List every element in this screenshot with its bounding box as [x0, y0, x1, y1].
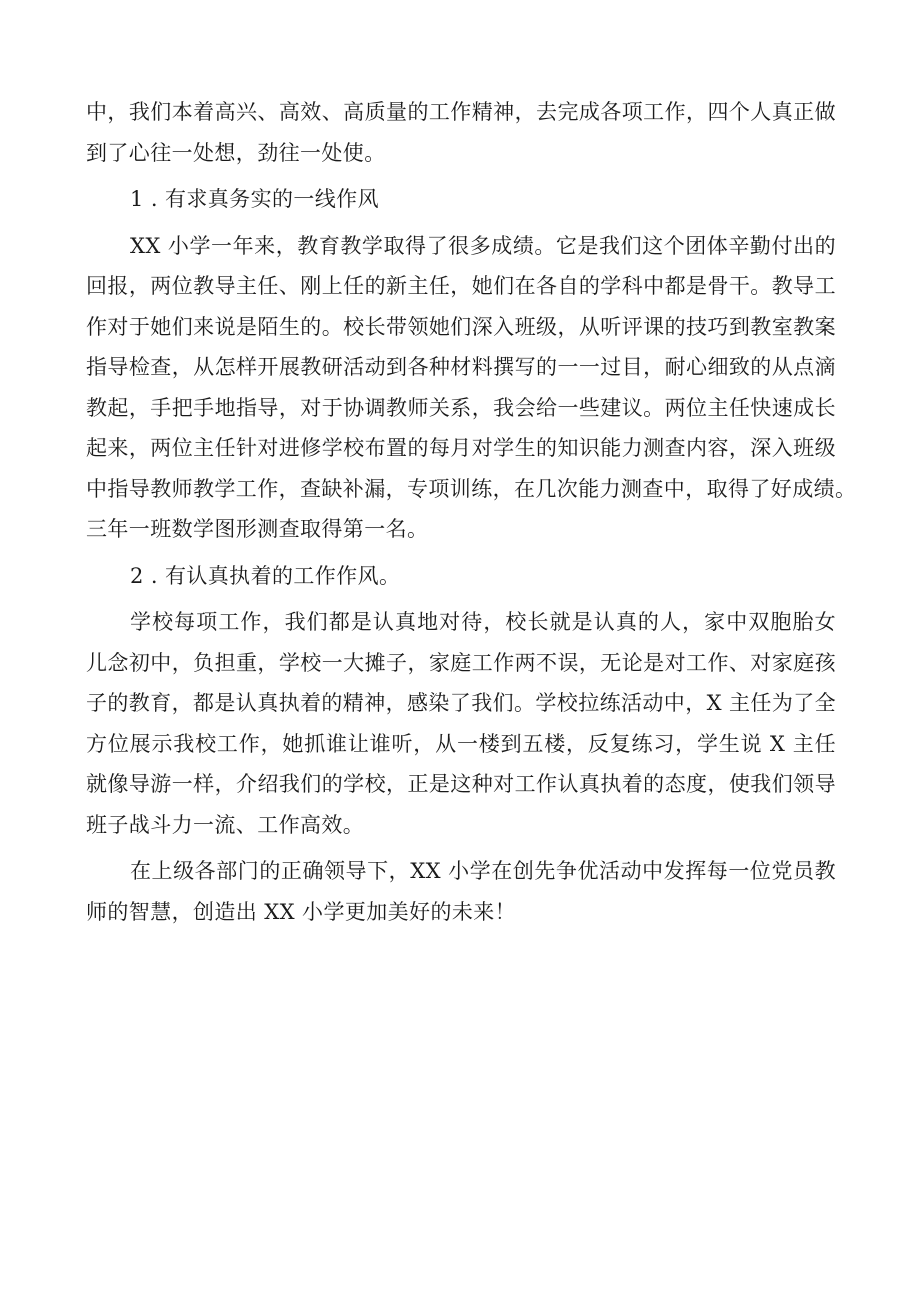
- text-line: 师的智慧，创造出 XX 小学更加美好的未来！: [86, 899, 517, 924]
- text-line: 方位展示我校工作，她抓谁让谁听，从一楼到五楼，反复练习，学生说 X 主任: [86, 731, 836, 756]
- document-body: [86, 92, 857, 932]
- text-line: 就像导游一样，介绍我们的学校，正是这种对工作认真执着的态度，使我们领导: [86, 772, 836, 796]
- text-line: 在上级各部门的正确领导下，XX 小学在创先争优活动中发挥每一位党员教: [130, 859, 836, 883]
- text-line: 三年一班数学图形测查取得第一名。: [86, 517, 429, 541]
- section-heading-2: [86, 556, 836, 597]
- text-line: 子的教育，都是认真执着的精神，感染了我们。学校拉练活动中，X 主任为了全: [86, 691, 837, 715]
- text-line: 中指导教师教学工作，查缺补漏，专项训练，在几次能力测查中，取得了好成绩。: [86, 476, 857, 501]
- text-line: 班子战斗力一流、工作高效。: [86, 812, 365, 837]
- text-line: 中，我们本着高兴、高效、高质量的工作精神，去完成各项工作，四个人真正做: [86, 100, 836, 124]
- paragraph-3: [86, 602, 836, 845]
- section-heading-1: [86, 179, 836, 220]
- paragraph-4: [86, 851, 836, 932]
- text-line: 学校每项工作，我们都是认真地对待，校长就是认真的人，家中双胞胎女: [130, 610, 836, 634]
- text-line: 起来，两位主任针对进修学校布置的每月对学生的知识能力测查内容，深入班级: [86, 436, 836, 460]
- paragraph-2: [86, 226, 857, 550]
- heading-text: 1 . 有求真务实的一线作风: [130, 187, 379, 211]
- text-line: 回报，两位教导主任、刚上任的新主任，她们在各自的学科中都是骨干。教导工: [86, 274, 836, 298]
- text-line: XX 小学一年来，教育教学取得了很多成绩。它是我们这个团体辛勤付出的: [130, 233, 836, 258]
- text-line: 到了心往一处想，劲往一处使。: [86, 140, 386, 165]
- text-line: 作对于她们来说是陌生的。校长带领她们深入班级，从听评课的技巧到教室教案: [86, 314, 836, 339]
- text-line: 指导检查，从怎样开展教研活动到各种材料撰写的一一过目，耐心细致的从点滴: [86, 355, 836, 379]
- paragraph-1: [86, 92, 836, 173]
- text-line: 儿念初中，负担重，学校一大摊子，家庭工作两不误，无论是对工作、对家庭孩: [86, 650, 836, 675]
- heading-text: 2 . 有认真执着的工作作风。: [130, 563, 401, 588]
- text-line: 教起，手把手地指导，对于协调教师关系，我会给一些建议。两位主任快速成长: [86, 395, 836, 420]
